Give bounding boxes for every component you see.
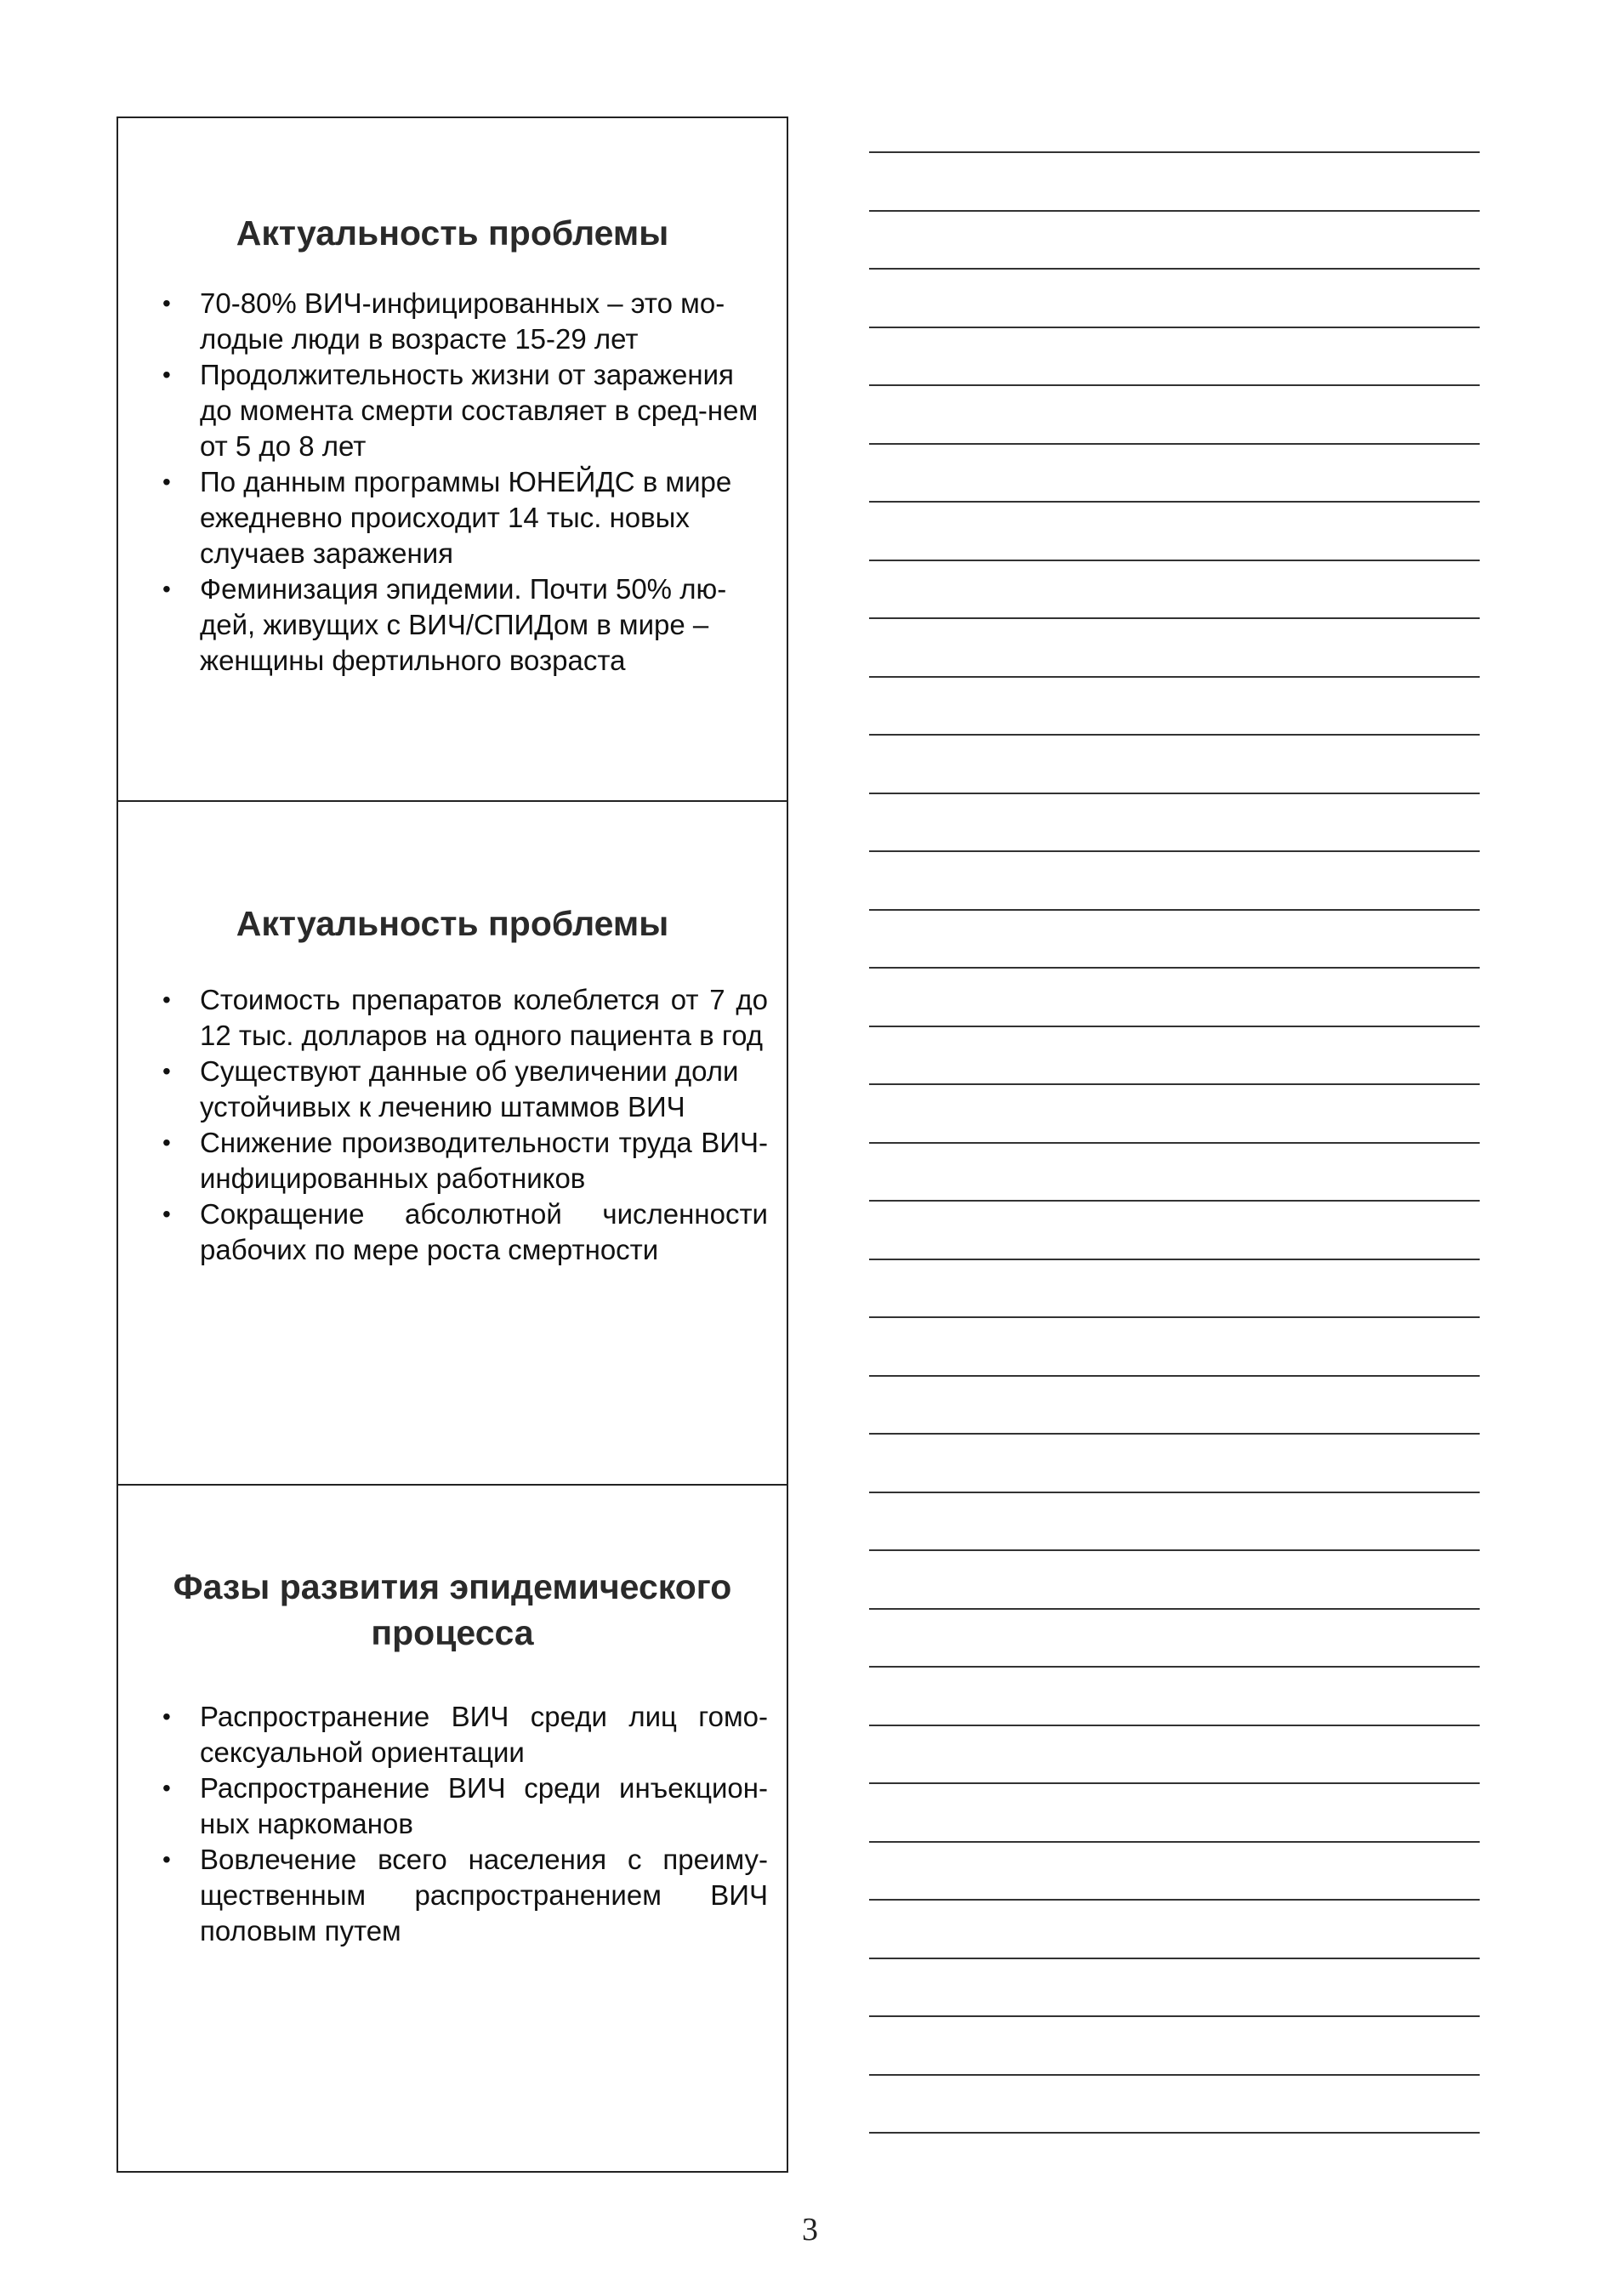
note-line	[869, 443, 1480, 445]
bullet-item	[162, 1125, 768, 1196]
bullet-icon: •	[162, 469, 171, 495]
note-line	[869, 793, 1480, 794]
note-line	[869, 2132, 1480, 2134]
slide-2	[118, 802, 787, 1486]
slide-title: Актуальность проблемы	[236, 904, 669, 943]
slide-3	[118, 1486, 787, 2174]
note-line	[869, 210, 1480, 212]
note-line	[869, 327, 1480, 328]
notes-lines-area	[869, 151, 1480, 2150]
note-line	[869, 501, 1480, 503]
bullet-text: Сокращение абсолютной численности рабочих по мере роста смертности	[200, 1198, 768, 1265]
bullet-text: 70-80% ВИЧ-инфицированных – это мо-лодые люди в возрасте 15-29 лет	[200, 287, 725, 355]
bullet-icon: •	[162, 1129, 171, 1156]
slides-panel	[117, 117, 788, 2173]
bullet-icon: •	[162, 361, 171, 388]
note-line	[869, 2015, 1480, 2017]
bullet-icon: •	[162, 1775, 171, 1801]
slide-1	[118, 118, 787, 802]
note-line	[869, 1492, 1480, 1493]
note-line	[869, 1316, 1480, 1318]
bullet-text: Вовлечение всего населения с преиму-щественным распространением ВИЧ половым путем	[200, 1844, 768, 1946]
bullet-list	[162, 1699, 768, 1949]
bullet-icon: •	[162, 1846, 171, 1873]
slide-title: Актуальность проблемы	[236, 213, 669, 253]
bullet-item	[162, 286, 768, 357]
note-line	[869, 1899, 1480, 1901]
note-line	[869, 268, 1480, 270]
bullet-item	[162, 464, 768, 571]
note-line	[869, 1841, 1480, 1843]
bullet-text: Феминизация эпидемии. Почти 50% лю-дей, живущих с ВИЧ/СПИДом в мире – женщины фертильного возраста	[200, 573, 727, 676]
note-line	[869, 1958, 1480, 1959]
bullet-icon: •	[162, 1703, 171, 1730]
note-line	[869, 1026, 1480, 1027]
bullet-icon: •	[162, 290, 171, 316]
bullet-item	[162, 1770, 768, 1842]
bullet-text: Распространение ВИЧ среди инъекцион-ных наркоманов	[200, 1772, 768, 1839]
note-line	[869, 151, 1480, 153]
bullet-item	[162, 1842, 768, 1949]
note-line	[869, 1142, 1480, 1144]
bullet-item	[162, 1054, 768, 1125]
note-line	[869, 384, 1480, 386]
note-line	[869, 1549, 1480, 1551]
bullet-item	[162, 982, 768, 1054]
note-line	[869, 909, 1480, 911]
note-line	[869, 1666, 1480, 1668]
note-line	[869, 1608, 1480, 1610]
note-line	[869, 1725, 1480, 1726]
note-line	[869, 1375, 1480, 1377]
page-number: 3	[802, 2212, 818, 2248]
note-line	[869, 617, 1480, 619]
bullet-icon: •	[162, 1058, 171, 1084]
note-line	[869, 2074, 1480, 2076]
bullet-icon: •	[162, 1201, 171, 1227]
bullet-text: Существуют данные об увеличении доли устойчивых к лечению штаммов ВИЧ	[200, 1055, 739, 1122]
bullet-item	[162, 1196, 768, 1268]
bullet-item	[162, 1699, 768, 1770]
note-line	[869, 1200, 1480, 1202]
bullet-text: Снижение производительности труда ВИЧ-инфицированных работников	[200, 1127, 768, 1194]
bullet-list	[162, 286, 768, 679]
note-line	[869, 850, 1480, 852]
bullet-text: Распространение ВИЧ среди лиц гомо-сексуальной ориентации	[200, 1701, 768, 1768]
note-line	[869, 967, 1480, 969]
bullet-text: Продолжительность жизни от заражения до момента смерти составляет в сред-нем от 5 до 8 лет	[200, 359, 759, 462]
bullet-item	[162, 357, 768, 464]
bullet-text: По данным программы ЮНЕЙДС в мире ежедневно происходит 14 тыс. новых случаев заражения	[200, 466, 732, 569]
note-line	[869, 1782, 1480, 1784]
slide-title: Фазы развития эпидемического процесса	[173, 1567, 732, 1652]
note-line	[869, 1259, 1480, 1260]
bullet-icon: •	[162, 986, 171, 1013]
bullet-item	[162, 571, 768, 679]
bullet-icon: •	[162, 576, 171, 602]
note-line	[869, 1433, 1480, 1435]
note-line	[869, 734, 1480, 736]
note-line	[869, 560, 1480, 561]
bullet-list	[162, 982, 768, 1268]
note-line	[869, 1083, 1480, 1085]
note-line	[869, 676, 1480, 678]
bullet-text: Стоимость препаратов колеблется от 7 до 12 тыс. долларов на одного пациента в год	[200, 984, 768, 1051]
